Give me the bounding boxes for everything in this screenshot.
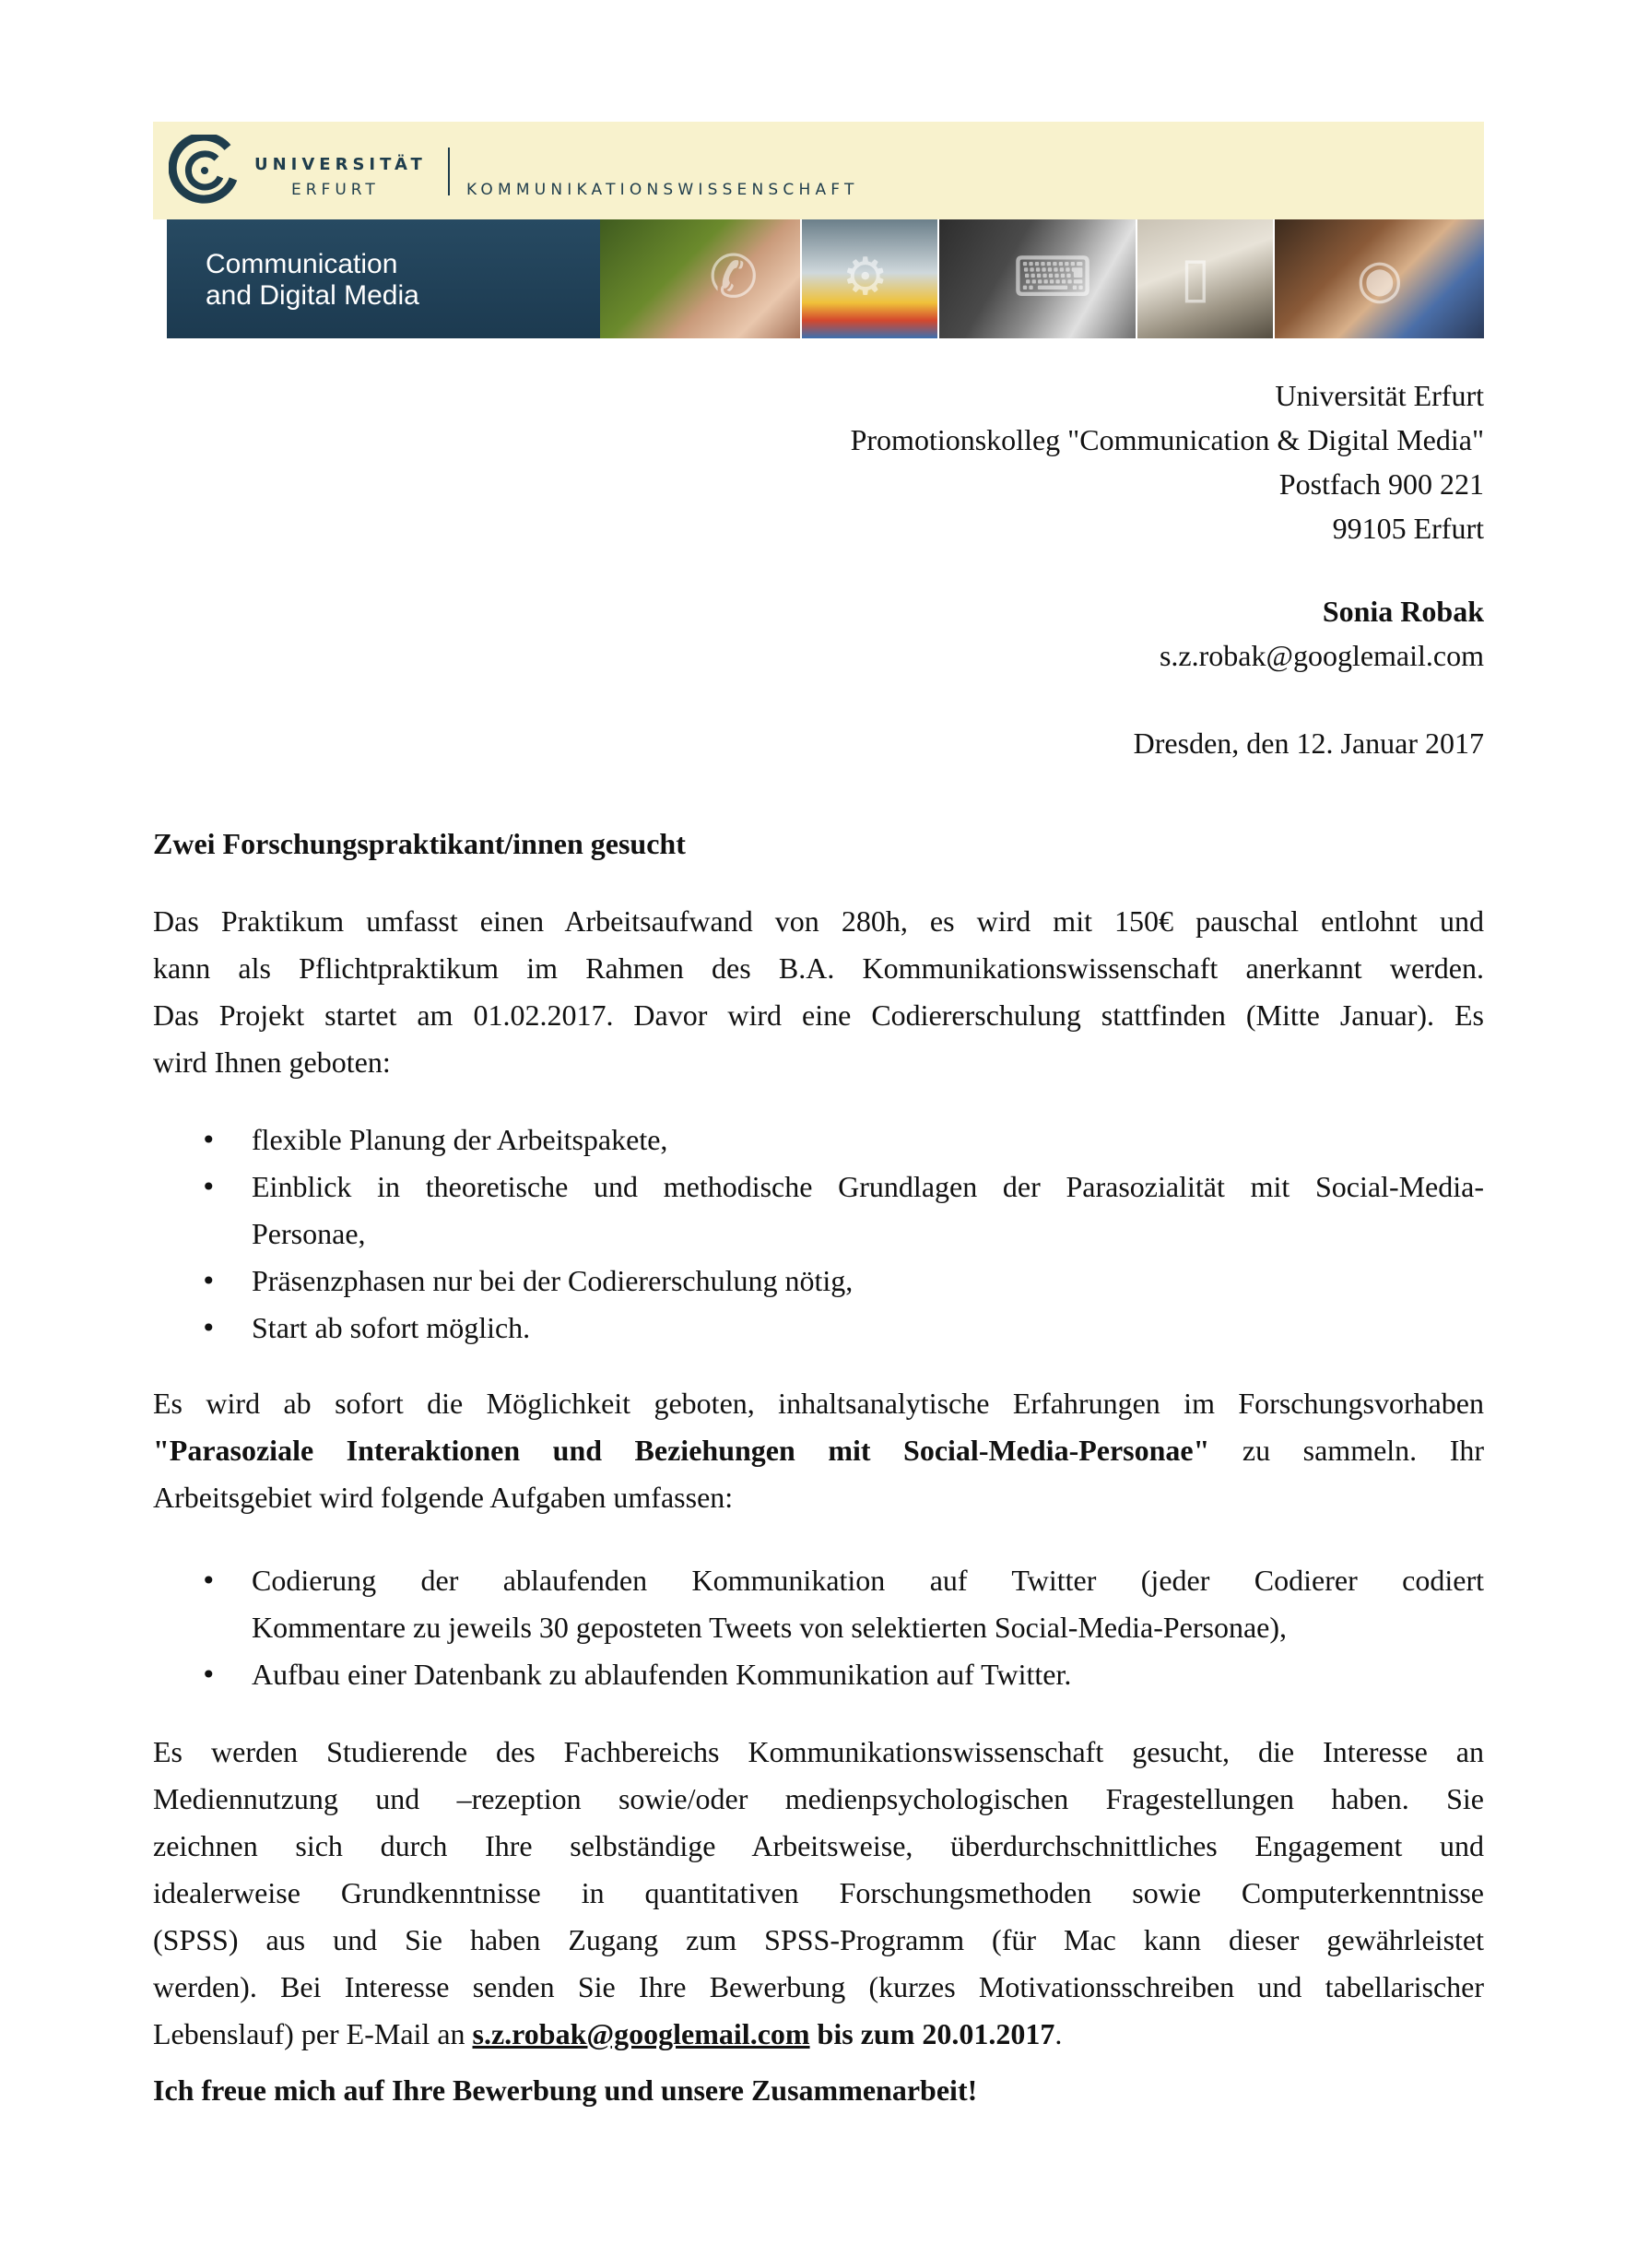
letter-date: Dresden, den 12. Januar 2017 (1133, 726, 1484, 760)
program-title-line1: Communication (206, 249, 398, 279)
paragraph-line: kann als Pflichtpraktikum im Rahmen des B.A. Kommunikationswissenschaft anerkannt werden. (153, 951, 1484, 985)
university-erfurt-logo (169, 135, 241, 207)
list-item (153, 1258, 1484, 1305)
paragraph-line: Es wird ab sofort die Möglichkeit geboten, inhaltsanalytische Erfahrungen im Forschungsvorhaben (153, 1387, 1484, 1420)
paragraph-requirements (153, 1729, 1484, 2058)
sender-name: Sonia Robak (1322, 595, 1484, 628)
banner-image-strip (167, 219, 1484, 338)
paragraph-line: (SPSS) aus und Sie haben Zugang zum SPSS-Programm (für Mac kann dieser gewährleistet (153, 1923, 1484, 1956)
list-item-text: • Start ab sofort möglich. (252, 1311, 531, 1344)
paragraph-line: wird Ihnen geboten: (153, 1045, 391, 1079)
list-item (153, 1164, 1484, 1258)
photo-robot-toy (802, 219, 939, 338)
photo-child-gaming (1275, 219, 1484, 338)
laptop-icon: ⌨ (1012, 245, 1093, 310)
banner-divider (448, 148, 450, 195)
sender-email[interactable]: s.z.robak@googlemail.com (1159, 639, 1484, 672)
photo-ereader (1137, 219, 1275, 338)
program-title-line2: and Digital Media (206, 280, 419, 311)
list-item-text: • flexible Planung der Arbeitspakete, (252, 1123, 668, 1156)
tasks-list (153, 1557, 1484, 1698)
paragraph-text: Lebenslauf) per E-Mail an (153, 2017, 473, 2050)
photo-laptop (939, 219, 1138, 338)
ereader-icon: ▯ (1180, 245, 1211, 310)
paragraph-line: Arbeitsgebiet wird folgende Aufgaben umfassen: (153, 1481, 734, 1514)
application-deadline: bis zum 20.01.2017 (809, 2017, 1055, 2050)
list-item-text: • Aufbau einer Datenbank zu ablaufenden Kommunikation auf Twitter. (252, 1658, 1072, 1691)
letter-heading: Zwei Forschungspraktikant/innen gesucht (153, 827, 686, 860)
paragraph-line: zeichnen sich durch Ihre selbständige Arbeitsweise, überdurchschnittliches Engagement und (153, 1829, 1484, 1862)
gamepad-icon: ◉ (1356, 247, 1404, 310)
paragraph-intro (153, 898, 1484, 1086)
robot-icon: ⚙ (842, 247, 889, 307)
list-item (153, 1557, 1484, 1651)
paragraph-line: werden). Bei Interesse senden Sie Ihre Bewerbung (kurzes Motivationsschreiben und tabellarischer (153, 1970, 1484, 2003)
list-item-text: • Codierung der ablaufenden Kommunikation auf Twitter (jeder Codierer codiert (252, 1564, 1484, 1597)
paragraph-line (153, 1427, 1484, 1474)
department-name: KOMMUNIKATIONSWISSENSCHAFT (466, 181, 859, 199)
paragraph-project (153, 1380, 1484, 1521)
photo-collage (600, 219, 1484, 338)
address-line: 99105 Erfurt (1332, 512, 1484, 545)
program-title-box (167, 219, 600, 338)
list-item-text: • Präsenzphasen nur bei der Codiererschulung nötig, (252, 1264, 854, 1297)
university-city: ERFURT (291, 181, 380, 199)
address-line: Promotionskolleg "Communication & Digital Media" (850, 423, 1484, 456)
list-item-text: Personae, (252, 1217, 366, 1250)
paragraph-line: Das Projekt startet am 01.02.2017. Davor wird eine Codiererschulung stattfinden (Mitte Januar). Es (153, 998, 1484, 1032)
banner-top-bar (153, 122, 1484, 219)
paragraph-line: idealerweise Grundkenntnisse in quantitativen Forschungsmethoden sowie Computerkenntnisse (153, 1876, 1484, 1909)
sender-block (1160, 589, 1484, 678)
benefits-list (153, 1116, 1484, 1352)
application-email-link[interactable]: s.z.robak@googlemail.com (472, 2017, 810, 2050)
paragraph-line: Mediennutzung und –rezeption sowie/oder medienpsychologischen Fragestellungen haben. Sie (153, 1782, 1484, 1815)
paragraph-line: Es werden Studierende des Fachbereichs Kommunikationswissenschaft gesucht, die Interesse an (153, 1735, 1484, 1768)
paragraph-text: zu sammeln. Ihr (1209, 1434, 1485, 1467)
project-title: "Parasoziale Interaktionen und Beziehungen mit Social-Media-Personae" (153, 1434, 1210, 1467)
paragraph-line (153, 2011, 1484, 2058)
list-item-text: Kommentare zu jeweils 30 geposteten Tweets von selektierten Social-Media-Personae), (252, 1611, 1288, 1644)
recipient-address (851, 373, 1484, 550)
list-item-text: • Einblick in theoretische und methodische Grundlagen der Parasozialität mit Social-Media- (252, 1170, 1484, 1203)
paragraph-line: Das Praktikum umfasst einen Arbeitsaufwand von 280h, es wird mit 150€ pauschal entlohnt und (153, 904, 1484, 938)
university-name: UNIVERSITÄT (254, 155, 427, 174)
phone-icon: ✆ (709, 243, 759, 312)
closing-line: Ich freue mich auf Ihre Bewerbung und unsere Zusammenarbeit! (153, 2073, 978, 2107)
list-item (153, 1305, 1484, 1352)
list-item (153, 1651, 1484, 1698)
address-line: Universität Erfurt (1275, 379, 1484, 412)
photo-phone-call (600, 219, 802, 338)
list-item (153, 1116, 1484, 1164)
paragraph-text: . (1054, 2017, 1063, 2050)
header-banner (153, 122, 1484, 338)
address-line: Postfach 900 221 (1278, 467, 1484, 501)
